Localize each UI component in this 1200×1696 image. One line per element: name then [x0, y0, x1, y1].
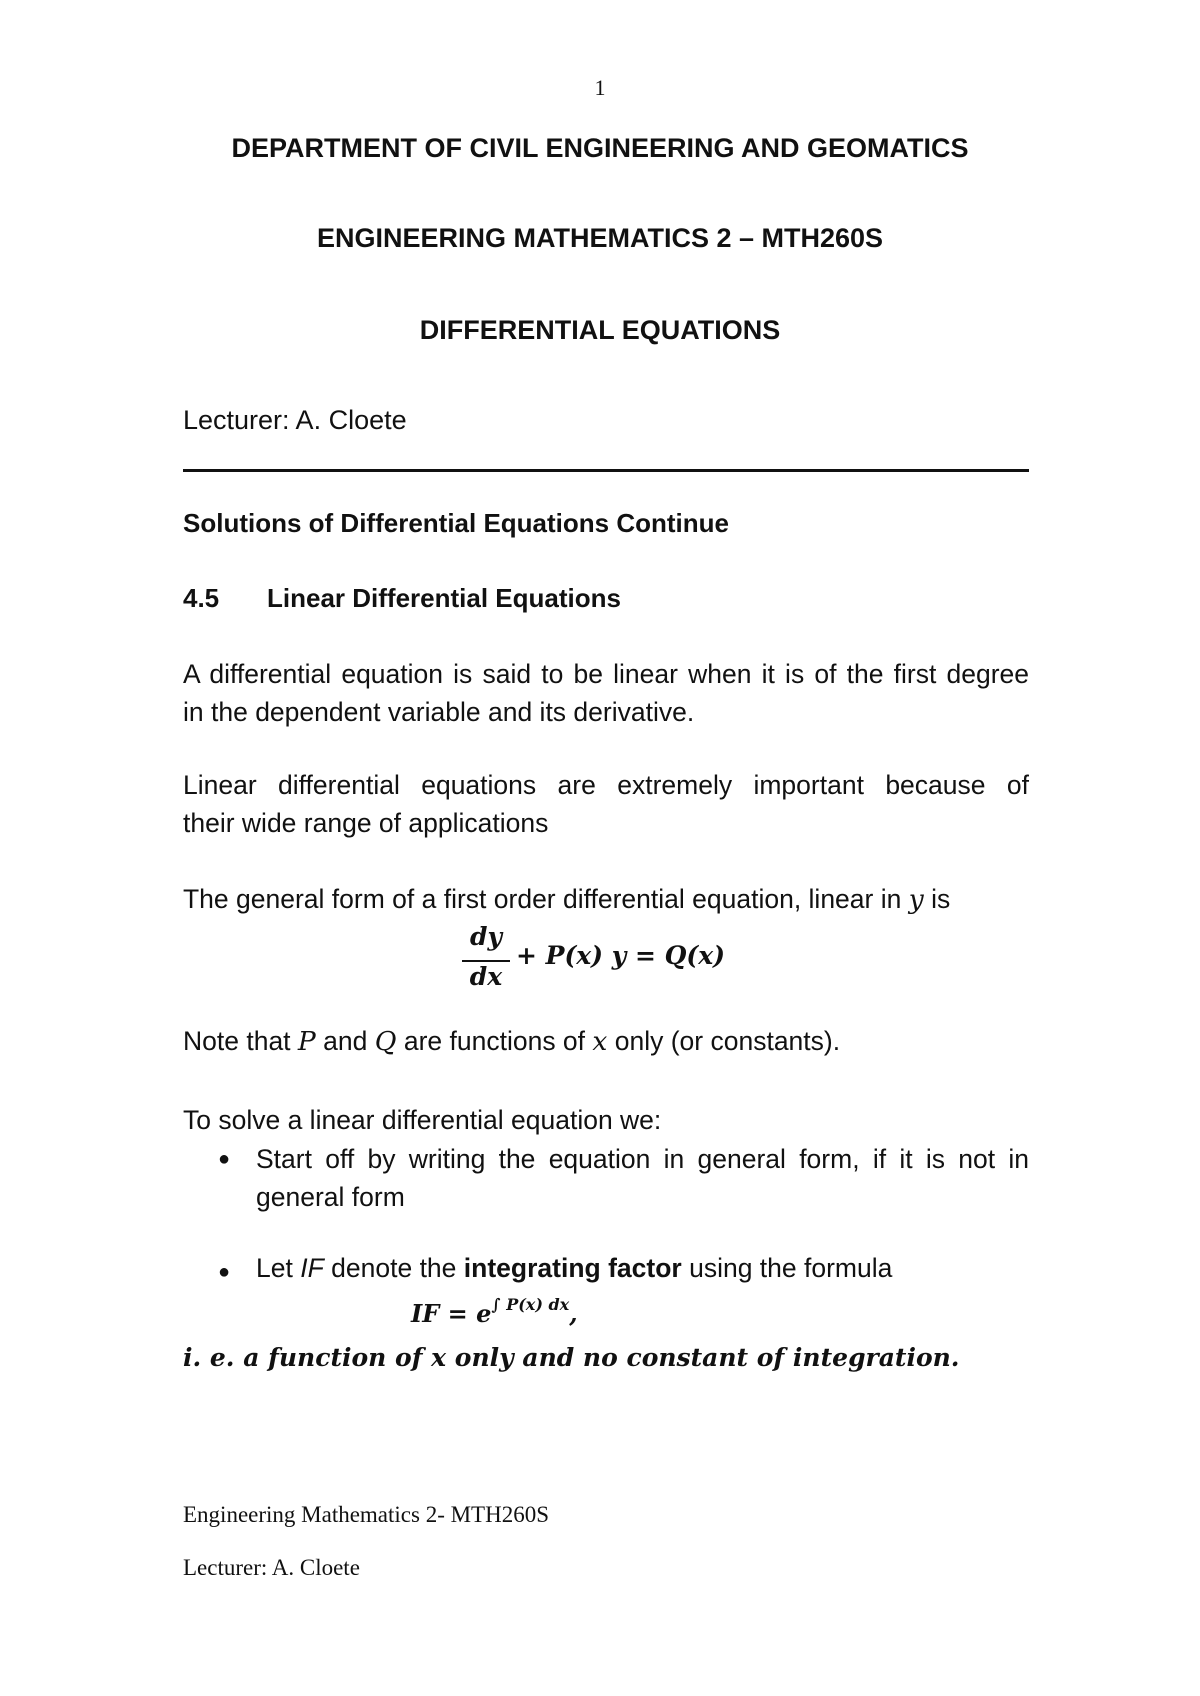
- subsection-title: Linear Differential Equations: [267, 583, 621, 613]
- header-divider: [183, 469, 1029, 472]
- bullet-item-integrating-factor: [256, 1253, 892, 1284]
- note-text: only (or constants).: [614, 1026, 841, 1056]
- bullet-item-general-form: [256, 1140, 1029, 1216]
- formula-exponent: ∫ P(x) dx: [491, 1295, 570, 1314]
- general-form-text: The general form of a first order differential equation, linear in: [183, 884, 902, 914]
- bullet-line: general form: [256, 1182, 405, 1212]
- paragraph-line: Linear differential equations are extremely important because of: [183, 770, 1029, 800]
- subsection-number: 4.5: [183, 583, 220, 613]
- general-form-equation: + P(x) y = Q(x): [516, 941, 725, 970]
- note-text: and: [323, 1026, 368, 1056]
- formula-comma: ,: [569, 1299, 578, 1328]
- bullet-icon: ●: [218, 1148, 231, 1170]
- page-number: 1: [594, 75, 606, 100]
- lecturer-line: Lecturer: A. Cloete: [183, 405, 407, 435]
- bullet-text: Let: [256, 1253, 293, 1283]
- derivative-numerator: dy: [469, 922, 502, 951]
- course-title: ENGINEERING MATHEMATICS 2 – MTH260S: [316, 223, 884, 253]
- paragraph-line: A differential equation is said to be linear when it is of the first degree: [183, 659, 1029, 689]
- variable-P: P: [297, 1026, 316, 1057]
- linear-definition-paragraph: [183, 655, 1029, 731]
- bullet-line: Start off by writing the equation in general form, if it is not in: [256, 1144, 1029, 1174]
- general-form-text-end: is: [931, 884, 951, 914]
- bullet-text: using the formula: [689, 1253, 893, 1283]
- paragraph-line: their wide range of applications: [183, 808, 549, 838]
- footer-lecturer: Lecturer: A. Cloete: [183, 1555, 360, 1580]
- formula-base: IF = e: [411, 1299, 492, 1328]
- if-label: IF: [300, 1253, 324, 1283]
- note-text: Note that: [183, 1026, 291, 1056]
- ie-explanation: i. e. a function of x only and no constant of integration.: [183, 1343, 960, 1372]
- bullet-icon: ●: [218, 1261, 231, 1283]
- department-title: DEPARTMENT OF CIVIL ENGINEERING AND GEOMATICS: [231, 133, 969, 163]
- integrating-factor-term: integrating factor: [463, 1253, 682, 1283]
- paragraph-line: in the dependent variable and its derivative.: [183, 697, 695, 727]
- integrating-factor-formula: [411, 1295, 578, 1328]
- solve-intro: To solve a linear differential equation we:: [183, 1105, 662, 1135]
- footer-course: Engineering Mathematics 2- MTH260S: [183, 1502, 550, 1527]
- variable-y: y: [908, 884, 924, 915]
- importance-paragraph: [183, 766, 1029, 842]
- section-title: Solutions of Differential Equations Continue: [183, 508, 729, 538]
- bullet-text: denote the: [331, 1253, 457, 1283]
- general-form-paragraph: [183, 880, 1029, 919]
- note-line: [183, 1026, 840, 1057]
- variable-Q: Q: [374, 1026, 397, 1057]
- derivative-denominator: dx: [469, 962, 503, 991]
- variable-x: x: [592, 1026, 608, 1057]
- note-text: are functions of: [403, 1026, 586, 1056]
- topic-title: DIFFERENTIAL EQUATIONS: [419, 315, 781, 345]
